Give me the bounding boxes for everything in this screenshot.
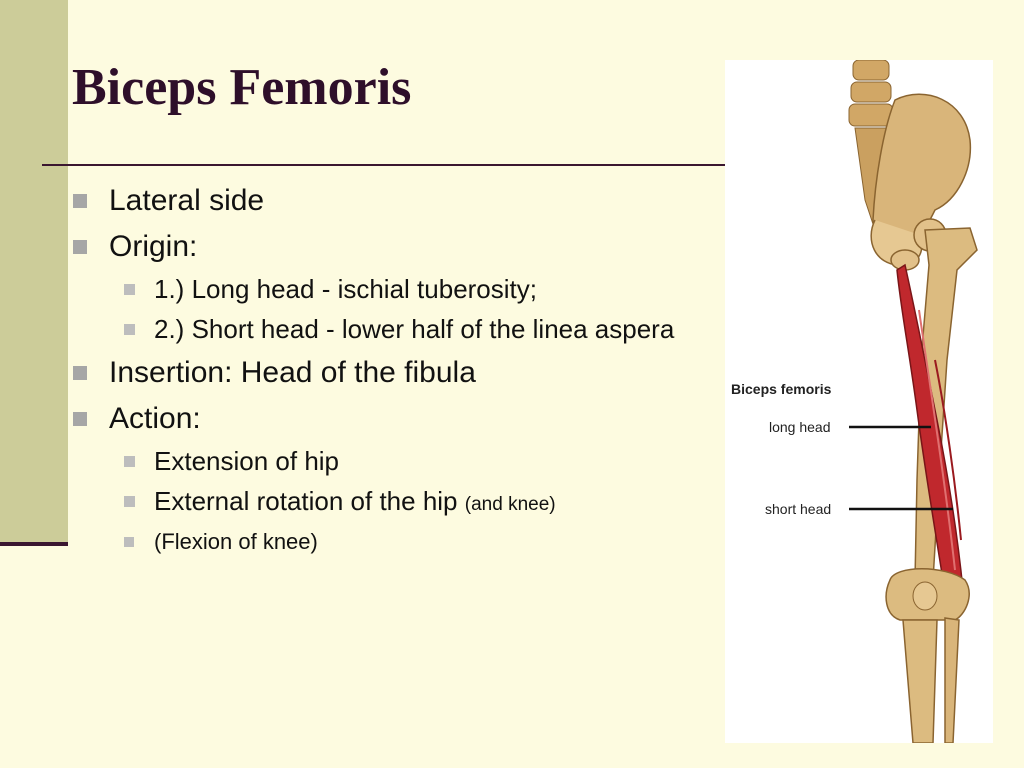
bullet-square-icon [124, 284, 135, 295]
sub-bullet-long-head: 1.) Long head - ischial tuberosity; [72, 273, 712, 306]
tibia-bone [903, 620, 937, 743]
fibula-bone [945, 618, 959, 743]
left-accent-bar [0, 0, 68, 545]
bullet-origin: Origin: [72, 228, 712, 266]
bullet-action: Action: [72, 400, 712, 438]
sub-bullet-short-head: 2.) Short head - lower half of the linea aspera [72, 313, 712, 346]
bullet-square-icon [73, 240, 87, 254]
sub-bullet-external-rotation: External rotation of the hip (and knee) [72, 485, 712, 521]
slide-title: Biceps Femoris [72, 59, 412, 116]
bullet-square-icon [73, 366, 87, 380]
bullet-list [72, 174, 712, 557]
bullet-lateral-side: Lateral side [72, 182, 712, 220]
sub-bullet-extension-hip: Extension of hip [72, 445, 712, 478]
bullet-square-icon [73, 194, 87, 208]
bullet-square-icon [124, 537, 134, 547]
bullet-square-icon [124, 496, 135, 507]
sub-bullet-flexion-knee: (Flexion of knee) [72, 527, 712, 557]
anatomy-figure [725, 60, 993, 743]
left-accent-line [0, 542, 68, 546]
short-head-label: short head [765, 501, 832, 517]
leg-anatomy-illustration [725, 60, 993, 743]
bullet-square-icon [124, 324, 135, 335]
figure-title-label: Biceps femoris [731, 381, 832, 397]
bullet-square-icon [124, 456, 135, 467]
rotation-note: (and knee) [464, 494, 556, 515]
title-divider [42, 164, 728, 166]
bullet-insertion: Insertion: Head of the fibula [72, 354, 712, 392]
bullet-square-icon [73, 412, 87, 426]
long-head-label: long head [769, 419, 831, 435]
